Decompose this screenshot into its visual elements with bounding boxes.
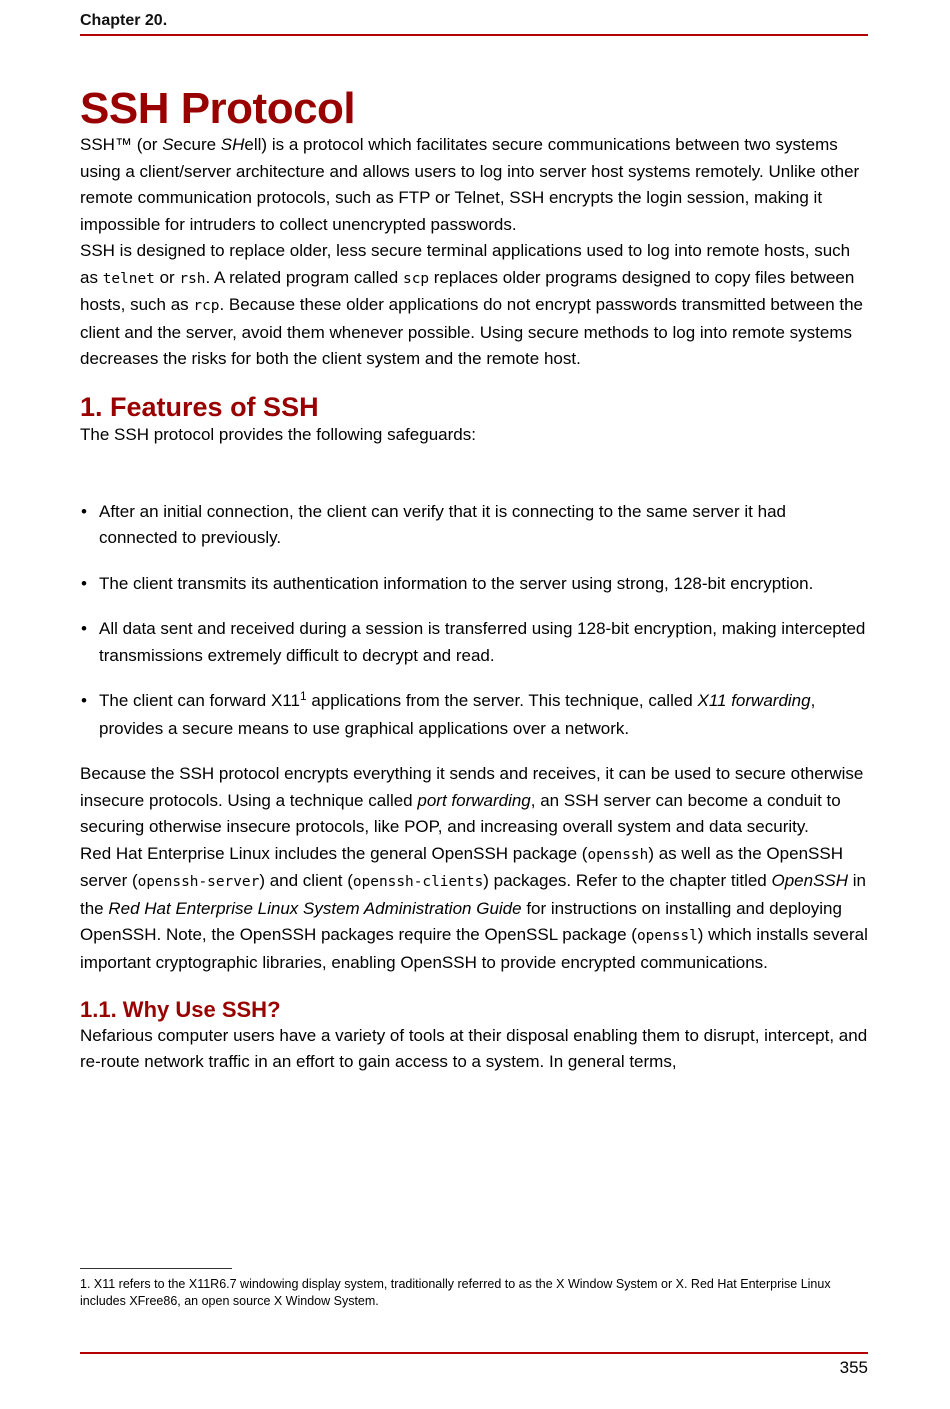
list-item	[80, 571, 868, 598]
list-item-text: The client can forward $X11^1$ applications from the server. This technique, called X11 forwarding, provides a secure means to use graphical applications over a network.	[99, 689, 816, 738]
bullet-icon: •	[81, 573, 87, 593]
list-item	[80, 499, 868, 552]
page-title: SSH Protocol	[80, 84, 356, 133]
bullet-icon: •	[81, 691, 87, 711]
footer-rule	[80, 1352, 868, 1354]
footnote-block	[80, 1268, 868, 1310]
header-rule	[80, 34, 868, 36]
bullet-icon: •	[81, 501, 87, 521]
footnote-text: 1. X11 refers to the X11R6.7 windowing display system, traditionally referred to as the X Window System or X. Red Hat Enterprise Linux includes XFree86, an open source X Window System.	[80, 1277, 831, 1308]
port-forwarding-paragraph: Because the SSH protocol encrypts everything it sends and receives, it can be used to secure otherwise insecure protocols. Using a technique called port forwarding, an SSH server can become a conduit to securing otherwise insecure protocols, like POP, and increasing overall system and data security.	[80, 764, 864, 837]
list-item-text: The client transmits its authentication information to the server using strong, 128-bit encryption.	[99, 573, 814, 593]
ssh-definition-paragraph: SSH™ (or Secure SHell) is a protocol which facilitates secure communications between two systems using a client/server architecture and allows users to log into server host systems remotely. Unlike other remote communication protocols, such as FTP or Telnet, SSH encrypts the login session, making it impossible for intruders to collect unencrypted passwords.	[80, 135, 860, 234]
bullet-icon: •	[81, 619, 87, 639]
chapter-label: Chapter 20.	[80, 12, 168, 29]
why-use-ssh-paragraph: Nefarious computer users have a variety of tools at their disposal enabling them to disrupt, intercept, and re-route network traffic in an effort to gain access to a system. In general terms,	[80, 1025, 868, 1072]
list-item	[80, 688, 868, 742]
safeguards-list	[80, 499, 868, 743]
list-item-text: All data sent and received during a session is transferred using 128-bit encryption, making intercepted transmissions extremely difficult to decrypt and read.	[99, 619, 866, 665]
section-heading-features: 1. Features of SSH	[80, 391, 319, 422]
footnote-rule	[80, 1268, 232, 1269]
list-item-text: After an initial connection, the client can verify that it is connecting to the same server it had connected to previously.	[99, 501, 786, 548]
page-header	[80, 10, 868, 36]
list-item	[80, 616, 868, 669]
page-number: 355	[839, 1358, 868, 1377]
ssh-replacement-paragraph: SSH is designed to replace older, less secure terminal applications used to log into remote hosts, such as telnet or rsh. A related program called scp replaces older programs designed to copy files between hosts, such as rcp. Because these older applications do not encrypt passwords transmitted between the client and the server, avoid them whenever possible. Using secure methods to log into remote systems decreases the risks for both the client system and the remote host.	[80, 241, 864, 369]
openssh-packages-paragraph: Red Hat Enterprise Linux includes the general OpenSSH package (openssh) as well as the OpenSSH server (openssh-server) and client (openssh-clients) packages. Refer to the chapter titled OpenSSH in the Red Hat Enterprise Linux System Administration Guide for instructions on installing and deploying OpenSSH. Note, the OpenSSH packages require the OpenSSL package (openssl) which installs several important cryptographic libraries, enabling OpenSSH to provide encrypted communications.	[80, 843, 868, 972]
subsection-heading-why-use-ssh: 1.1. Why Use SSH?	[80, 997, 281, 1023]
safeguards-intro: The SSH protocol provides the following safeguards:	[80, 425, 476, 445]
